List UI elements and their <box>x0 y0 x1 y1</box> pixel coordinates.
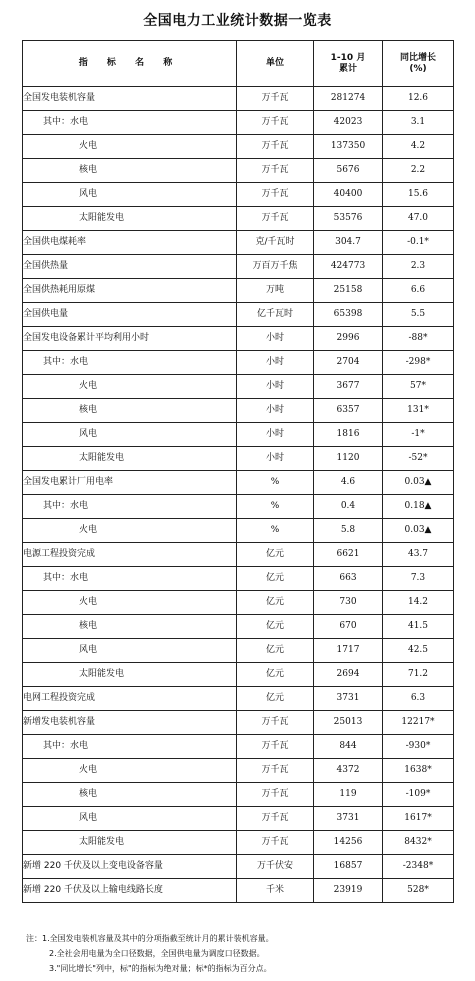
cumulative-value-cell: 53576 <box>314 207 383 231</box>
indicator-cell: 火电 <box>23 759 237 783</box>
table-row <box>23 831 454 855</box>
indicator-cell: 风电 <box>23 183 237 207</box>
table-row <box>23 543 454 567</box>
growth-value-cell: 41.5 <box>383 615 454 639</box>
table-row <box>23 279 454 303</box>
unit-cell: 万千瓦 <box>237 111 314 135</box>
unit-cell: 亿元 <box>237 639 314 663</box>
growth-value-cell: -88* <box>383 327 454 351</box>
footnote-3: 3."同比增长"列中，标"的指标为绝对量；标*的指标为百分点。 <box>49 964 272 973</box>
table-row <box>23 759 454 783</box>
cumulative-value-cell: 1816 <box>314 423 383 447</box>
unit-cell: 亿元 <box>237 567 314 591</box>
unit-cell: 万千瓦 <box>237 759 314 783</box>
growth-value-cell: 12217* <box>383 711 454 735</box>
indicator-cell: 全国发电装机容量 <box>23 87 237 111</box>
indicator-cell: 火电 <box>23 375 237 399</box>
indicator-cell: 新增 220 千伏及以上变电设备容量 <box>23 855 237 879</box>
unit-cell: 亿元 <box>237 663 314 687</box>
indicator-cell: 核电 <box>23 615 237 639</box>
cumulative-value-cell: 137350 <box>314 135 383 159</box>
unit-cell: 亿元 <box>237 615 314 639</box>
cumulative-value-cell: 16857 <box>314 855 383 879</box>
cumulative-value-cell: 304.7 <box>314 231 383 255</box>
growth-value-cell: 0.18▲ <box>383 495 454 519</box>
unit-cell: 万千瓦 <box>237 159 314 183</box>
growth-value-cell: 42.5 <box>383 639 454 663</box>
header-unit: 单位 <box>237 41 314 87</box>
growth-value-cell: 0.03▲ <box>383 519 454 543</box>
table-row <box>23 183 454 207</box>
unit-cell: 万千瓦 <box>237 135 314 159</box>
table-row <box>23 591 454 615</box>
cumulative-value-cell: 4.6 <box>314 471 383 495</box>
indicator-cell: 太阳能发电 <box>23 447 237 471</box>
unit-cell: 小时 <box>237 447 314 471</box>
table-row <box>23 615 454 639</box>
header-indicator: 指 标 名 称 <box>23 41 237 87</box>
growth-value-cell: 5.5 <box>383 303 454 327</box>
indicator-cell: 其中：水电 <box>23 495 237 519</box>
unit-cell: 万千瓦 <box>237 207 314 231</box>
cumulative-value-cell: 23919 <box>314 879 383 903</box>
table-header-row <box>23 41 454 87</box>
growth-value-cell: -2348* <box>383 855 454 879</box>
indicator-cell: 太阳能发电 <box>23 831 237 855</box>
unit-cell: 小时 <box>237 399 314 423</box>
table-row <box>23 351 454 375</box>
cumulative-value-cell: 2996 <box>314 327 383 351</box>
indicator-cell: 其中：水电 <box>23 351 237 375</box>
table-row <box>23 159 454 183</box>
table-row <box>23 447 454 471</box>
cumulative-value-cell: 4372 <box>314 759 383 783</box>
indicator-cell: 核电 <box>23 399 237 423</box>
growth-value-cell: 12.6 <box>383 87 454 111</box>
indicator-cell: 全国供电量 <box>23 303 237 327</box>
table-row <box>23 423 454 447</box>
growth-value-cell: 7.3 <box>383 567 454 591</box>
growth-value-cell: 528* <box>383 879 454 903</box>
table-row <box>23 879 454 903</box>
unit-cell: 小时 <box>237 327 314 351</box>
table-row <box>23 711 454 735</box>
header-cumulative: 1-10 月 累计 <box>314 41 383 87</box>
cumulative-value-cell: 14256 <box>314 831 383 855</box>
cumulative-value-cell: 424773 <box>314 255 383 279</box>
table-row <box>23 663 454 687</box>
unit-cell: % <box>237 519 314 543</box>
growth-value-cell: 0.03▲ <box>383 471 454 495</box>
table-row <box>23 255 454 279</box>
indicator-cell: 火电 <box>23 135 237 159</box>
unit-cell: % <box>237 471 314 495</box>
indicator-cell: 风电 <box>23 639 237 663</box>
indicator-cell: 核电 <box>23 159 237 183</box>
indicator-cell: 风电 <box>23 807 237 831</box>
growth-value-cell: -109* <box>383 783 454 807</box>
cumulative-value-cell: 670 <box>314 615 383 639</box>
cumulative-value-cell: 2704 <box>314 351 383 375</box>
unit-cell: 亿元 <box>237 591 314 615</box>
table-row <box>23 303 454 327</box>
table-row <box>23 111 454 135</box>
unit-cell: 万千瓦 <box>237 831 314 855</box>
growth-value-cell: 71.2 <box>383 663 454 687</box>
growth-value-cell: -930* <box>383 735 454 759</box>
table-row <box>23 687 454 711</box>
growth-value-cell: -1* <box>383 423 454 447</box>
growth-value-cell: 2.2 <box>383 159 454 183</box>
cumulative-value-cell: 2694 <box>314 663 383 687</box>
table-row <box>23 639 454 663</box>
unit-cell: 千米 <box>237 879 314 903</box>
cumulative-value-cell: 3731 <box>314 807 383 831</box>
statistics-table <box>22 40 454 903</box>
table-row <box>23 135 454 159</box>
indicator-cell: 新增发电装机容量 <box>23 711 237 735</box>
indicator-cell: 核电 <box>23 783 237 807</box>
cumulative-value-cell: 3677 <box>314 375 383 399</box>
unit-cell: 万百万千焦 <box>237 255 314 279</box>
indicator-cell: 电源工程投资完成 <box>23 543 237 567</box>
unit-cell: 万吨 <box>237 279 314 303</box>
cumulative-value-cell: 1120 <box>314 447 383 471</box>
growth-value-cell: 57* <box>383 375 454 399</box>
table-row <box>23 735 454 759</box>
table-row <box>23 207 454 231</box>
table-row <box>23 471 454 495</box>
unit-cell: % <box>237 495 314 519</box>
cumulative-value-cell: 5.8 <box>314 519 383 543</box>
growth-value-cell: 15.6 <box>383 183 454 207</box>
indicator-cell: 全国发电设备累计平均利用小时 <box>23 327 237 351</box>
unit-cell: 克/千瓦时 <box>237 231 314 255</box>
unit-cell: 小时 <box>237 423 314 447</box>
table-row <box>23 855 454 879</box>
growth-value-cell: 2.3 <box>383 255 454 279</box>
cumulative-value-cell: 40400 <box>314 183 383 207</box>
growth-value-cell: -52* <box>383 447 454 471</box>
cumulative-value-cell: 663 <box>314 567 383 591</box>
indicator-cell: 其中：水电 <box>23 735 237 759</box>
indicator-cell: 全国发电累计厂用电率 <box>23 471 237 495</box>
footnote-1: 注：1.全国发电装机容量及其中的分项指截至统计月的累计装机容量。 <box>26 934 274 943</box>
growth-value-cell: 131* <box>383 399 454 423</box>
unit-cell: 亿元 <box>237 687 314 711</box>
table-body <box>23 87 454 903</box>
table-row <box>23 567 454 591</box>
unit-cell: 小时 <box>237 375 314 399</box>
indicator-cell: 太阳能发电 <box>23 663 237 687</box>
growth-value-cell: 1638* <box>383 759 454 783</box>
growth-value-cell: 1617* <box>383 807 454 831</box>
cumulative-value-cell: 25013 <box>314 711 383 735</box>
unit-cell: 万千瓦 <box>237 783 314 807</box>
indicator-cell: 火电 <box>23 519 237 543</box>
indicator-cell: 火电 <box>23 591 237 615</box>
growth-value-cell: 14.2 <box>383 591 454 615</box>
indicator-cell: 全国供热量 <box>23 255 237 279</box>
growth-value-cell: 4.2 <box>383 135 454 159</box>
cumulative-value-cell: 25158 <box>314 279 383 303</box>
growth-value-cell: 43.7 <box>383 543 454 567</box>
table-row <box>23 783 454 807</box>
unit-cell: 万千瓦 <box>237 183 314 207</box>
indicator-cell: 新增 220 千伏及以上输电线路长度 <box>23 879 237 903</box>
table-row <box>23 519 454 543</box>
cumulative-value-cell: 281274 <box>314 87 383 111</box>
growth-value-cell: -298* <box>383 351 454 375</box>
table-row <box>23 495 454 519</box>
unit-cell: 万千瓦 <box>237 711 314 735</box>
table-row <box>23 375 454 399</box>
unit-cell: 小时 <box>237 351 314 375</box>
unit-cell: 万千瓦 <box>237 87 314 111</box>
cumulative-value-cell: 42023 <box>314 111 383 135</box>
indicator-cell: 其中：水电 <box>23 567 237 591</box>
table-row <box>23 87 454 111</box>
footnote-2: 2.全社会用电量为全口径数据，全国供电量为调度口径数据。 <box>49 949 265 958</box>
header-growth: 同比增长 (%) <box>383 41 454 87</box>
indicator-cell: 太阳能发电 <box>23 207 237 231</box>
cumulative-value-cell: 65398 <box>314 303 383 327</box>
indicator-cell: 风电 <box>23 423 237 447</box>
cumulative-value-cell: 6621 <box>314 543 383 567</box>
indicator-cell: 电网工程投资完成 <box>23 687 237 711</box>
cumulative-value-cell: 3731 <box>314 687 383 711</box>
growth-value-cell: 8432* <box>383 831 454 855</box>
table-row <box>23 399 454 423</box>
cumulative-value-cell: 844 <box>314 735 383 759</box>
page-title: 全国电力工业统计数据一览表 <box>143 13 332 29</box>
growth-value-cell: 6.6 <box>383 279 454 303</box>
unit-cell: 亿千瓦时 <box>237 303 314 327</box>
unit-cell: 万千瓦 <box>237 735 314 759</box>
growth-value-cell: 3.1 <box>383 111 454 135</box>
indicator-cell: 全国供热耗用原煤 <box>23 279 237 303</box>
unit-cell: 亿元 <box>237 543 314 567</box>
footnotes <box>26 931 466 976</box>
indicator-cell: 全国供电煤耗率 <box>23 231 237 255</box>
unit-cell: 万千瓦 <box>237 807 314 831</box>
table-row <box>23 231 454 255</box>
unit-cell: 万千伏安 <box>237 855 314 879</box>
cumulative-value-cell: 5676 <box>314 159 383 183</box>
cumulative-value-cell: 1717 <box>314 639 383 663</box>
indicator-cell: 其中：水电 <box>23 111 237 135</box>
cumulative-value-cell: 119 <box>314 783 383 807</box>
cumulative-value-cell: 730 <box>314 591 383 615</box>
table-row <box>23 807 454 831</box>
cumulative-value-cell: 0.4 <box>314 495 383 519</box>
growth-value-cell: -0.1* <box>383 231 454 255</box>
cumulative-value-cell: 6357 <box>314 399 383 423</box>
growth-value-cell: 47.0 <box>383 207 454 231</box>
growth-value-cell: 6.3 <box>383 687 454 711</box>
table-row <box>23 327 454 351</box>
